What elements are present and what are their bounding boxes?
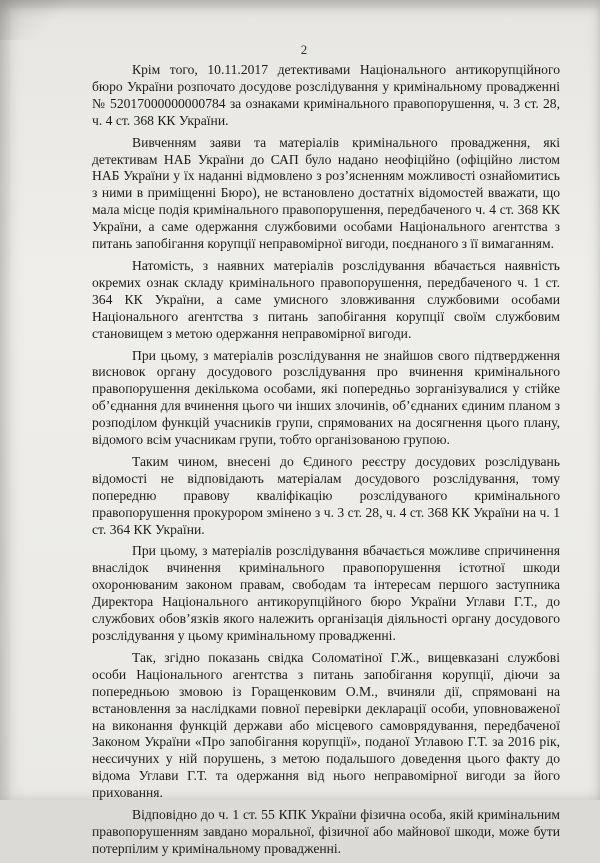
paragraph-1: Крім того, 10.11.2017 детективами Національного антикорупційного бюро України розпочато досудове розслідування у кримінальному провадженні № 52017000000000784 за ознаками кримінального правопорушення, ч. 3 ст. 28, ч. 4 ст. 368 КК України. [92, 62, 560, 128]
paragraph-7: Так, згідно показань свідка Соломатіної Г.Ж., вищевказані службові особи Національного агентства з питань запобігання корупції, діючи за попередньою змовою із Горащенковим О.М., вчиняли дії, спрямовані на встановлення за наслідками повної перевірки декларації особи, уповноваженої на виконання функцій держави або місцевого самоврядування, передбаченої Законом України «Про запобігання корупції», поданої Углавою Г.Т. за 2016 рік, неєсичуних у ній порушень, з метою подальшого доведення цього факту до відома Углави Г.Т. та одержання від нього неправомірної вигоди за його приховання. [92, 649, 560, 801]
paragraph-3: Натомість, з наявних матеріалів розслідування вбачається наявність окремих ознак складу кримінального правопорушення, передбаченого ч. 1 ст. 364 КК України, а саме умисного зловживання службовими особами Національного агентства з питань запобігання корупції своїм службовим становищем з метою одержання неправомірної вигоди. [92, 257, 560, 341]
paragraph-5: Таким чином, внесені до Єдиного реєстру досудових розслідувань відомості не відповідають матеріалам досудового розслідування, тому попередню правову кваліфікацію розслідуваного кримінального правопорушення прокурором змінено з ч. 3 ст. 28, ч. 4 ст. 368 КК України на ч. 1 ст. 364 КК України. [92, 453, 560, 537]
document-page [10, 8, 598, 856]
paragraph-8: Відповідно до ч. 1 ст. 55 КПК України фізична особа, якій кримінальним правопорушенням завдано моральної, фізичної або майнової шкоди, може бути потерпілим у кримінальному провадженні. [92, 807, 560, 856]
paragraph-2: Вивченням заяви та матеріалів кримінального провадження, які детективам НАБ України до САП було надано неофіційно (офіційно листом НАБ України у їх наданні відмовлено з роз’ясненням можливості ознайомитись з ними в приміщенні Бюро), не встановлено достатніх відомостей вважати, що мала місце подія кримінального правопорушення, передбаченого ч. 4 ст. 368 КК України, а саме одержання службовими особами Національного агентства з питань запобігання корупції неправомірної вигоди, поєднаного з її вимаганням. [92, 134, 560, 252]
page-number: 2 [300, 42, 308, 57]
paragraph-4: При цьому, з матеріалів розслідування не знайшов свого підтвердження висновок органу досудового розслідування про вчинення кримінального правопорушення декількома особами, які попередньо зорганізувалися у стійке об’єднання для вчинення цього чи інших злочинів, об’єднаних єдиним планом з розподілом функцій учасників групи, спрямованих на досягнення цього плану, відомого всім учасникам групи, тобто організованою групою. [92, 347, 560, 448]
document-body [92, 62, 560, 863]
paragraph-6: При цьому, з матеріалів розслідування вбачається можливе спричинення внаслідок вчинення кримінального правопорушення істотної шкоди охоронюваним законом правам, свободам та інтересам першого заступника Директора Національного антикорупційного бюро України Углави Г.Т., до службових обов’язків якого належить організація діяльності органу досудового розслідування у цьому кримінальному провадженні. [92, 543, 560, 643]
